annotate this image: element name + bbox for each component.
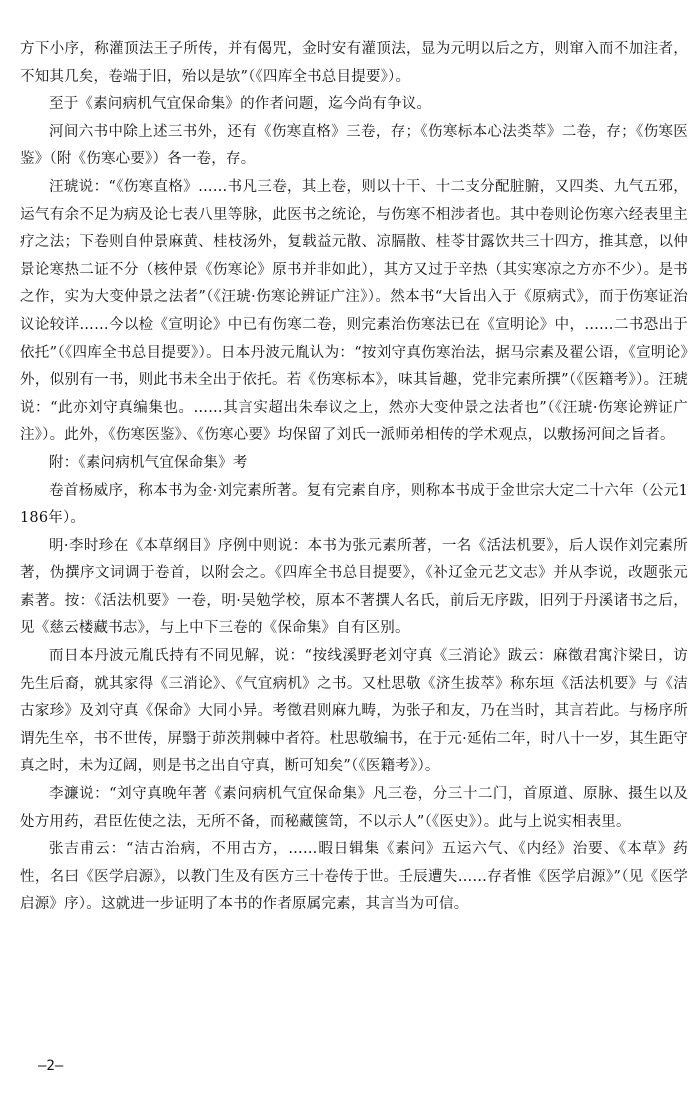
page-number: —2—: [38, 1058, 64, 1074]
paragraph-continuation: 方下小序，称灌顶法王子所传，并有偈咒，金时安有灌顶法，显为元明以后之方，则窜入而不加注者，不知其几矣，卷端于旧，殆以是欤”（《四库全书总目提要》）。: [20, 41, 688, 85]
paragraph-tamba: 而日本丹波元胤氏持有不同见解，说：“按线溪野老刘守真《三消论》跋云：麻徵君寓汴梁日，访先生后裔，就其家得《三消论》、《气宜病机》之书。又杜思敬《济生拔萃》称东垣《活法机要》与《洁古家珍》及刘守真《保命》大同小异。考徵君则麻九畴，为张子和友，乃在当时，其言若此。与杨序所谓先生卒，书不世传，屏翳于茆茨荆棘中者符。杜思敬编书，在于元·延佑二年，时八十一岁，其生距守真之时，未为辽阔，则是书之出自守真，断可知矣”（《医籍考》）。: [20, 648, 688, 775]
paragraph-zhang-jifu: 张吉甫云：“洁古治病，不用古方，……暇日辑集《素问》五运六气、《内经》治要、《本草》药性，名曰《医学启源》，以教门生及有医方三十卷传于世。壬辰遭失……存者惟《医学启源》”（见《医学启源》序）。这就进一步证明了本书的作者原属完素，其言当为可信。: [20, 841, 688, 913]
paragraph-li-lian: 李濂说：“刘守真晚年著《素问病机气宜保命集》凡三卷，分三十二门，首原道、原脉、摄生以及处方用药，君臣佐使之法，无所不备，而秘藏箧笥，不以示人”（《医史》）。此与上说实相表里。: [20, 786, 688, 830]
paragraph-preface: 卷首杨威序，称本书为金·刘完素所著。复有完素自序，则称本书成于金世宗大定二十六年（公元1186年）。: [20, 482, 688, 527]
paragraph-li-shizhen: 明·李时珍在《本草纲目》序例中则说：本书为张元素所著，一名《活法机要》，后人误作刘完素所著，伪撰序文词调于卷首，以附会之。《四库全书总目提要》，《补辽金元艺文志》并从李说，改题张元素著。按：《活法机要》一卷，明·吴勉学校，原本不著撰人名氏，前后无序跋，旧列于丹溪诸书之后，见《慈云楼藏书志》，与上中下三卷的《保命集》自有区别。: [20, 537, 688, 637]
paragraph-wang-hu: 汪琥说：“《伤寒直格》……书凡三卷，其上卷，则以十干、十二支分配脏腑，又四类、九气五邪，运气有余不足为病及论七表八里等脉，此医书之统论，与伤寒不相涉者也。其中卷则论伤寒六经表里主疗之法；下卷则自仲景麻黄、桂枝汤外，复载益元散、凉膈散、桂苓甘露饮共三十四方，推其意，以仲景论寒热二证不分（核仲景《伤寒论》原书并非如此），其方又过于辛热（其实寒凉之方亦不少）。是书之作，实为大变仲景之法者”（《汪琥·伤寒论辨证广注》）。然本书“大旨出入于《原病式》，而于伤寒证治议论较详……今以检《宣明论》中已有伤寒二卷，则完素治伤寒法已在《宣明论》中，……二书恐出于依托”（《四库全书总目提要》）。日本丹波元胤认为：“按刘守真伤寒治法，据马宗素及翟公语，《宣明论》外，似别有一书，则此书未全出于依托。若《伤寒标本》，味其旨趣，党非完素所撰”（《医籍考》）。汪琥说：“此亦刘守真编集也。……其言实超出朱奉议之上，然亦大变仲景之法者也”（《汪琥·伤寒论辨证广注》）。此外，《伤寒医鉴》、《伤寒心要》均保留了刘氏一派师弟相传的学术观点，以敷扬河间之旨者。: [20, 178, 688, 444]
paragraph-other-books: 河间六书中除上述三书外，还有《伤寒直格》三卷，存；《伤寒标本心法类萃》二卷，存；《伤寒医鉴》（附《伤寒心要》）各一卷，存。: [20, 123, 688, 168]
section-heading-appendix: 附：《素问病机气宜保命集》考: [49, 454, 248, 471]
document-body: [20, 36, 688, 919]
paragraph-authorship: 至于《素问病机气宜保命集》的作者问题，迄今尚有争议。: [49, 96, 432, 113]
